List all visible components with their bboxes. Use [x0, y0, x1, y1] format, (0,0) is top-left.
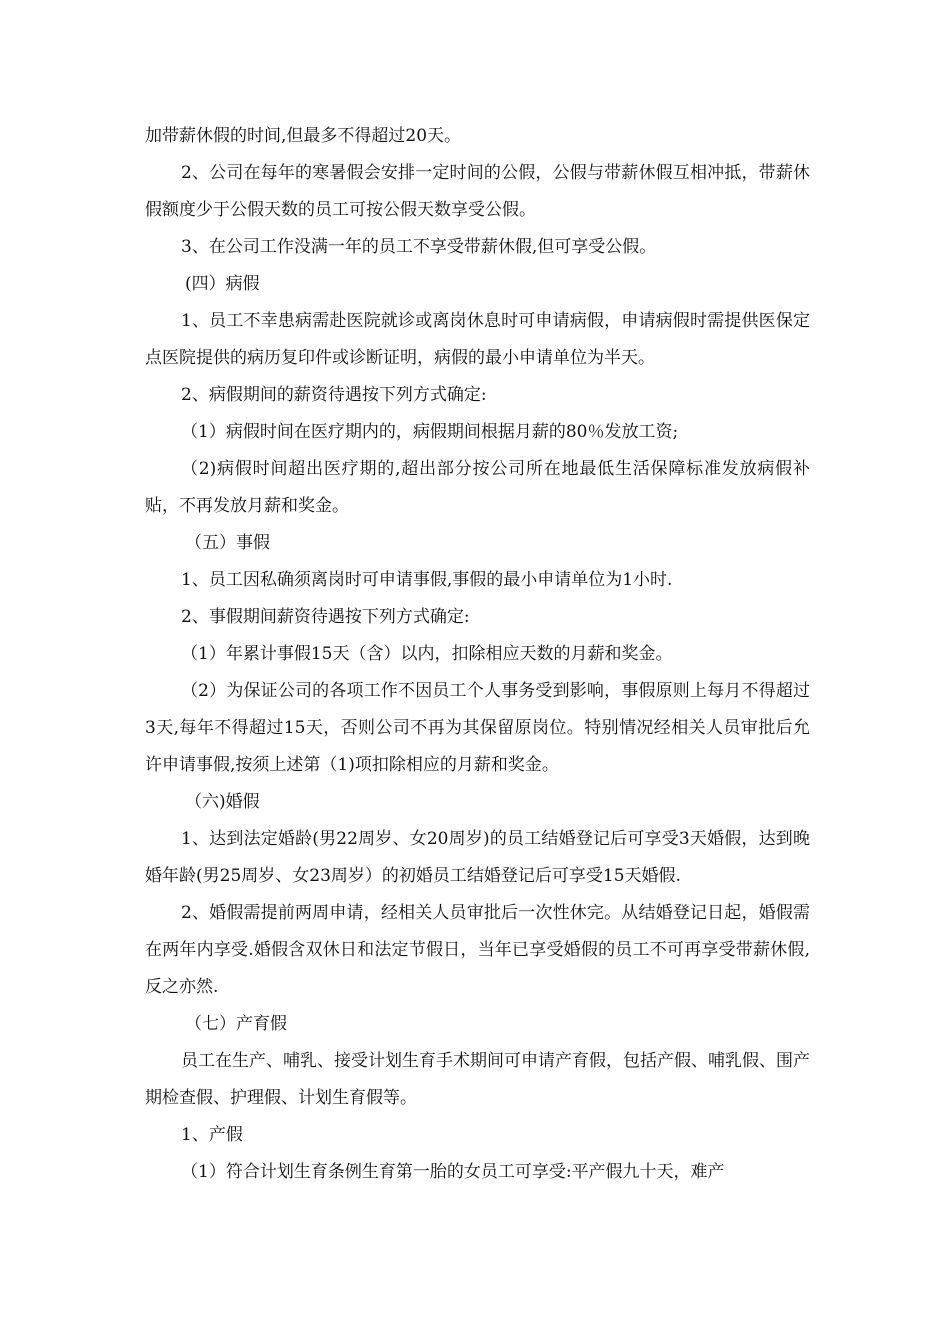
paragraph: （2）为保证公司的各项工作不因员工个人事务受到影响，事假原则上每月不得超过3天,每年不得超过15天，否则公司不再为其保留原岗位。特别情况经相关人员审批后允许申请事假,按须上述第（1)项扣除相应的月薪和奖金。: [145, 681, 810, 775]
paragraph: 2、事假期间薪资待遇按下列方式确定:: [181, 607, 470, 627]
paragraph: 2、公司在每年的寒暑假会安排一定时间的公假，公假与带薪休假互相冲抵，带薪休假额度少于公假天数的员工可按公假天数享受公假。: [145, 163, 810, 220]
paragraph: 3、在公司工作没满一年的员工不享受带薪休假,但可享受公假。: [181, 237, 657, 257]
paragraph: （2)病假时间超出医疗期的,超出部分按公司所在地最低生活保障标准发放病假补贴，不再发放月薪和奖金。: [145, 459, 810, 516]
paragraph: （1）年累计事假15天（含）以内，扣除相应天数的月薪和奖金。: [181, 644, 673, 664]
paragraph: 1、达到法定婚龄(男22周岁、女20周岁)的员工结婚登记后可享受3天婚假，达到晚婚年龄(男25周岁、女23周岁）的初婚员工结婚登记后可享受15天婚假.: [145, 829, 810, 886]
paragraph: 2、婚假需提前两周申请，经相关人员审批后一次性休完。从结婚登记日起，婚假需在两年内享受.婚假含双休日和法定节假日，当年已享受婚假的员工不可再享受带薪休假,反之亦然.: [145, 903, 810, 997]
paragraph: 员工在生产、哺乳、接受计划生育手术期间可申请产育假，包括产假、哺乳假、围产期检查假、护理假、计划生育假等。: [145, 1051, 810, 1108]
paragraph: （1）病假时间在医疗期内的，病假期间根据月薪的80％发放工资;: [181, 422, 679, 442]
section-heading: （六)婚假: [185, 792, 260, 812]
document-body: [145, 118, 810, 1191]
section-heading: （七）产育假: [185, 1014, 287, 1034]
paragraph: 1、员工不幸患病需赴医院就诊或离岗休息时可申请病假，申请病假时需提供医保定点医院提供的病历复印件或诊断证明，病假的最小申请单位为半天。: [145, 311, 810, 368]
paragraph: （1）符合计划生育条例生育第一胎的女员工可享受:平产假九十天，难产: [181, 1162, 725, 1182]
paragraph: 加带薪休假的时间,但最多不得超过20天。: [145, 126, 462, 146]
section-heading: （五）事假: [185, 533, 270, 553]
paragraph: 2、病假期间的薪资待遇按下列方式确定:: [181, 385, 487, 405]
section-heading: (四）病假: [185, 274, 260, 294]
paragraph: 1、员工因私确须离岗时可申请事假,事假的最小申请单位为1小时.: [181, 570, 673, 590]
paragraph: 1、产假: [181, 1125, 243, 1145]
